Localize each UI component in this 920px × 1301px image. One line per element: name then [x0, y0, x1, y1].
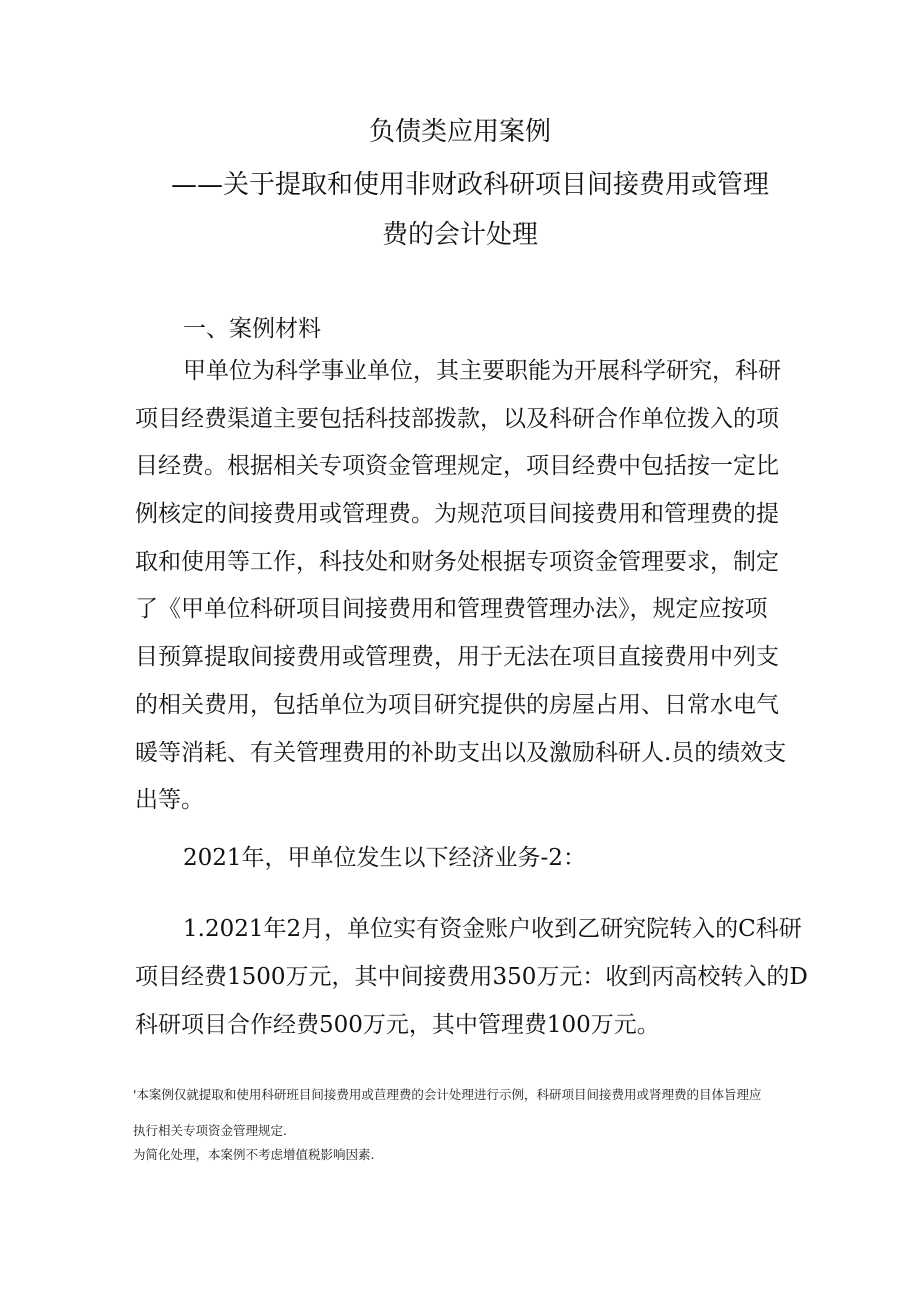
paragraph-line: 科研项目合作经费500万元，其中管理费100万元。: [135, 1012, 660, 1038]
paragraph-line: 目预算提取间接费用或管理费，用于无法在项目直接费用中列支: [135, 644, 779, 671]
paragraph-line: 出等。: [135, 787, 204, 814]
footnote-1: '本案例仅就提取和使用科研班目间接费用或苣理费的会计处理进行示例，科研项目间接费用或肾理费的目体旨理应: [133, 1087, 762, 1102]
paragraph-line: 例核定的间接费用或管理费。为规范项目间接费用和管理费的提: [135, 501, 779, 528]
paragraph-case-material: [135, 348, 795, 825]
document-title: 负债类应用案例: [368, 117, 551, 147]
document-subtitle-line1: ——关于提取和使用非财政科研项目间接费用或管理: [170, 170, 769, 200]
section-heading: 一、案例材料: [183, 316, 321, 342]
paragraph-line: 取和使用等工作，科技处和财务处根据专项资金管理要求，制定: [135, 548, 779, 575]
paragraph-line: 目经费。根据相关专项资金管理规定，项目经费中包括按一定比: [135, 453, 779, 480]
paragraph-line: 的相关费用，包括单位为项目研究提供的房屋占用、日常水电气: [135, 691, 779, 718]
paragraph-line: 甲单位为科学事业单位，其主要职能为开展科学研究，科研: [183, 358, 781, 384]
paragraph-line: 项目经费渠道主要包括科技部拨款，以及科研合作单位拨入的项: [135, 405, 779, 432]
document-subtitle-line2: 费的会计处理: [381, 220, 538, 250]
footnote-1-continued: 执行相关专项资金管理规定.: [133, 1123, 287, 1138]
paragraph-line: 项目经费1500万元，其中间接费用350万元：收到丙高校转入的D: [135, 964, 808, 990]
paragraph-line: 1.2021年2月，单位实有资金账户收到乙研究院转入的C科研: [183, 916, 802, 942]
paragraph-line: 了《甲单位科研项目间接费用和管理费管理办法》，规定应按项: [135, 596, 768, 623]
paragraph-year-intro: 2021年，甲单位发生以下经济业务-2：: [183, 845, 586, 871]
paragraph-transaction-1: [135, 905, 808, 1049]
paragraph-line: 暖等消耗、有关管理费用的补助支出以及激励科研人.员的绩效支: [135, 739, 787, 766]
footnote-2: 为简化处理，本案例不考虑增值税影响因素.: [133, 1147, 375, 1162]
